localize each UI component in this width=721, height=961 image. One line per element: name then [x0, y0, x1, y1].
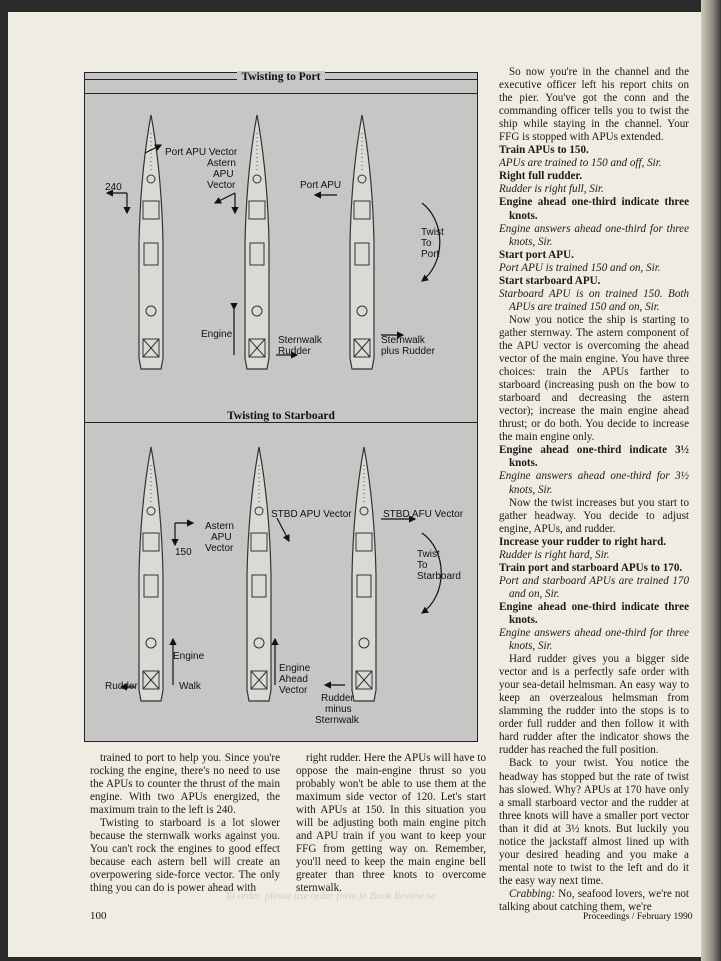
- reply-line: Starboard APU is on trained 150. Both APUs are trained 150 and on, Sir.: [499, 287, 689, 313]
- reply-line: Engine answers ahead one-third for three knots, Sir.: [499, 627, 689, 653]
- engine-label: Engine: [173, 651, 205, 662]
- apu-label: APU: [211, 532, 232, 543]
- reply-line: APUs are trained to 150 and off, Sir.: [499, 157, 662, 170]
- paragraph: So now you're in the channel and the executive officer left his report chits on the pier. You've got the conn and the commanding officer tells you to twist the ship while staying in the channel. Your FFG is stopped with APUs extended.: [499, 66, 689, 144]
- reply-line: Engine answers ahead one-third for 3½ knots, Sir.: [499, 470, 689, 496]
- binding-spine: [701, 0, 721, 961]
- ahead-label: Ahead: [279, 674, 308, 685]
- twist-label: Twist: [421, 227, 444, 238]
- vector-arrows: [85, 73, 477, 741]
- rudder-label: Rudder: [278, 346, 311, 357]
- port-apu-vector-label: Port APU Vector: [165, 147, 238, 158]
- paragraph: Now the twist increases but you start to gather headway. You decide to adjust engine, APUs, and rudder.: [499, 496, 689, 535]
- reply-line: Rudder is right full, Sir.: [499, 183, 604, 196]
- port-section-title: Twisting to Port: [85, 71, 477, 83]
- reply-line: Port and starboard APUs are trained 170 and on, Sir.: [499, 574, 689, 600]
- body-column-middle: [296, 752, 486, 896]
- vector-label: Vector: [207, 180, 236, 191]
- astern-label: Astern: [207, 158, 236, 169]
- engine-ahead-label: Engine: [279, 663, 311, 674]
- port-apu-label: Port APU: [300, 180, 342, 191]
- reply-line: Engine answers ahead one-third for three knots, Sir.: [499, 222, 689, 248]
- angle-150-label: 150: [175, 547, 192, 558]
- rudder-minus-label: Rudder: [321, 693, 354, 704]
- paragraph: Back to your twist. You notice the headway has stopped but the rate of twist has slowed. Why? APUs at 170 have only a small starboard vector and the rudder at three knots will have a smaller port vector than it did at 3½ knots. But luckily you notice the jackstaff almost lined up with your desired heading and you make a mental note to twist to the left and do it the easy way next time.: [499, 757, 689, 887]
- body-column-right: [499, 66, 689, 914]
- paragraph: trained to port to help you. Since you're rocking the engine, there's no need to use the APUs to counter the thrust of the main engine. With two APUs energized, the maximum train to the left is 240.: [90, 752, 280, 817]
- plus-rudder-label: plus Rudder: [381, 346, 435, 357]
- order-line: Engine ahead one-third indicate 3½ knots.: [499, 444, 689, 470]
- apu-label: APU: [213, 169, 234, 180]
- order-line: Engine ahead one-third indicate three knots.: [499, 196, 689, 222]
- minus-label: minus: [325, 704, 352, 715]
- order-line: Start port APU.: [499, 248, 574, 261]
- twist-label: Twist: [417, 549, 440, 560]
- sternwalk-label: Sternwalk: [278, 335, 322, 346]
- order-line: Train port and starboard APUs to 170.: [499, 561, 683, 574]
- order-line: Increase your rudder to right hard.: [499, 535, 667, 548]
- page-number: 100: [90, 910, 107, 922]
- paragraph: Hard rudder gives you a bigger side vector and is a perfectly safe order with your sea-detail helmsman. An easy way to keep an overzealous helmsman from slamming the rudder into the stops is to order full rudder and then follow it with hard rudder after the indicator shows the rudder has reached the full position.: [499, 653, 689, 757]
- angle-240-label: 240: [105, 182, 122, 193]
- starboard-label: Starboard: [417, 571, 461, 582]
- order-line: Engine ahead one-third indicate three knots.: [499, 600, 689, 626]
- stbd-afu-vector-label: STBD AFU Vector: [383, 509, 464, 520]
- engine-label: Engine: [201, 329, 233, 340]
- reply-line: Rudder is right hard, Sir.: [499, 548, 610, 561]
- to-label: To: [417, 560, 428, 571]
- paragraph: right rudder. Here the APUs will have to oppose the main-engine thrust so you probably won't be able to use them at the maximum side vector of 120. Let's start with APUs at 150. In this situation you will be adjusting both main engine pitch and APU train if you want to keep your FFG from getting way on. Remember, you'll need to keep the main engine bell greater than three knots to overcome sternwalk.: [296, 752, 486, 895]
- paragraph: Now you notice the ship is starting to gather sternway. The astern component of the APU vector is overcoming the ahead vector of the main engine. You have three choices: train the APUs farther to starboard (increasing push on the bow to starboard and decreasing the astern vector); increase the main engine ahead thrust; or do both. You decide to increase the main engine only.: [499, 313, 689, 444]
- order-line: Start starboard APU.: [499, 274, 601, 287]
- order-line: Train APUs to 150.: [499, 144, 589, 157]
- astern-label: Astern: [205, 521, 234, 532]
- rudder-label: Rudder: [105, 681, 138, 692]
- stbd-apu-vector-label: STBD APU Vector: [271, 509, 352, 520]
- starboard-section-title: Twisting to Starboard: [85, 410, 477, 422]
- to-label: To: [421, 238, 432, 249]
- faded-order-note: To order, please use order form in Book Review se: [225, 891, 436, 902]
- walk-label: Walk: [179, 681, 201, 692]
- journal-footer: Proceedings / February 1990: [583, 912, 693, 922]
- sternwalk-label-2: Sternwalk: [381, 335, 425, 346]
- port-label: Port: [421, 249, 440, 260]
- twisting-figure: [84, 72, 478, 742]
- reply-line: Port APU is trained 150 and on, Sir.: [499, 261, 661, 274]
- order-line: Right full rudder.: [499, 170, 583, 183]
- sternwalk-label: Sternwalk: [315, 715, 359, 726]
- paragraph: [499, 888, 689, 914]
- section-lead: Crabbing:: [509, 887, 556, 900]
- body-column-left: [90, 752, 280, 896]
- vector-label: Vector: [205, 543, 234, 554]
- paragraph-text: No, seafood lovers, we're not talking about catching them, we're: [499, 887, 689, 913]
- paragraph: Twisting to starboard is a lot slower because the sternwalk works against you. You can't rock the engines to good effect because each astern bell will create an overpowering side-force vector. The only thing you can do is power ahead with: [90, 817, 280, 895]
- vector-label-2: Vector: [279, 685, 308, 696]
